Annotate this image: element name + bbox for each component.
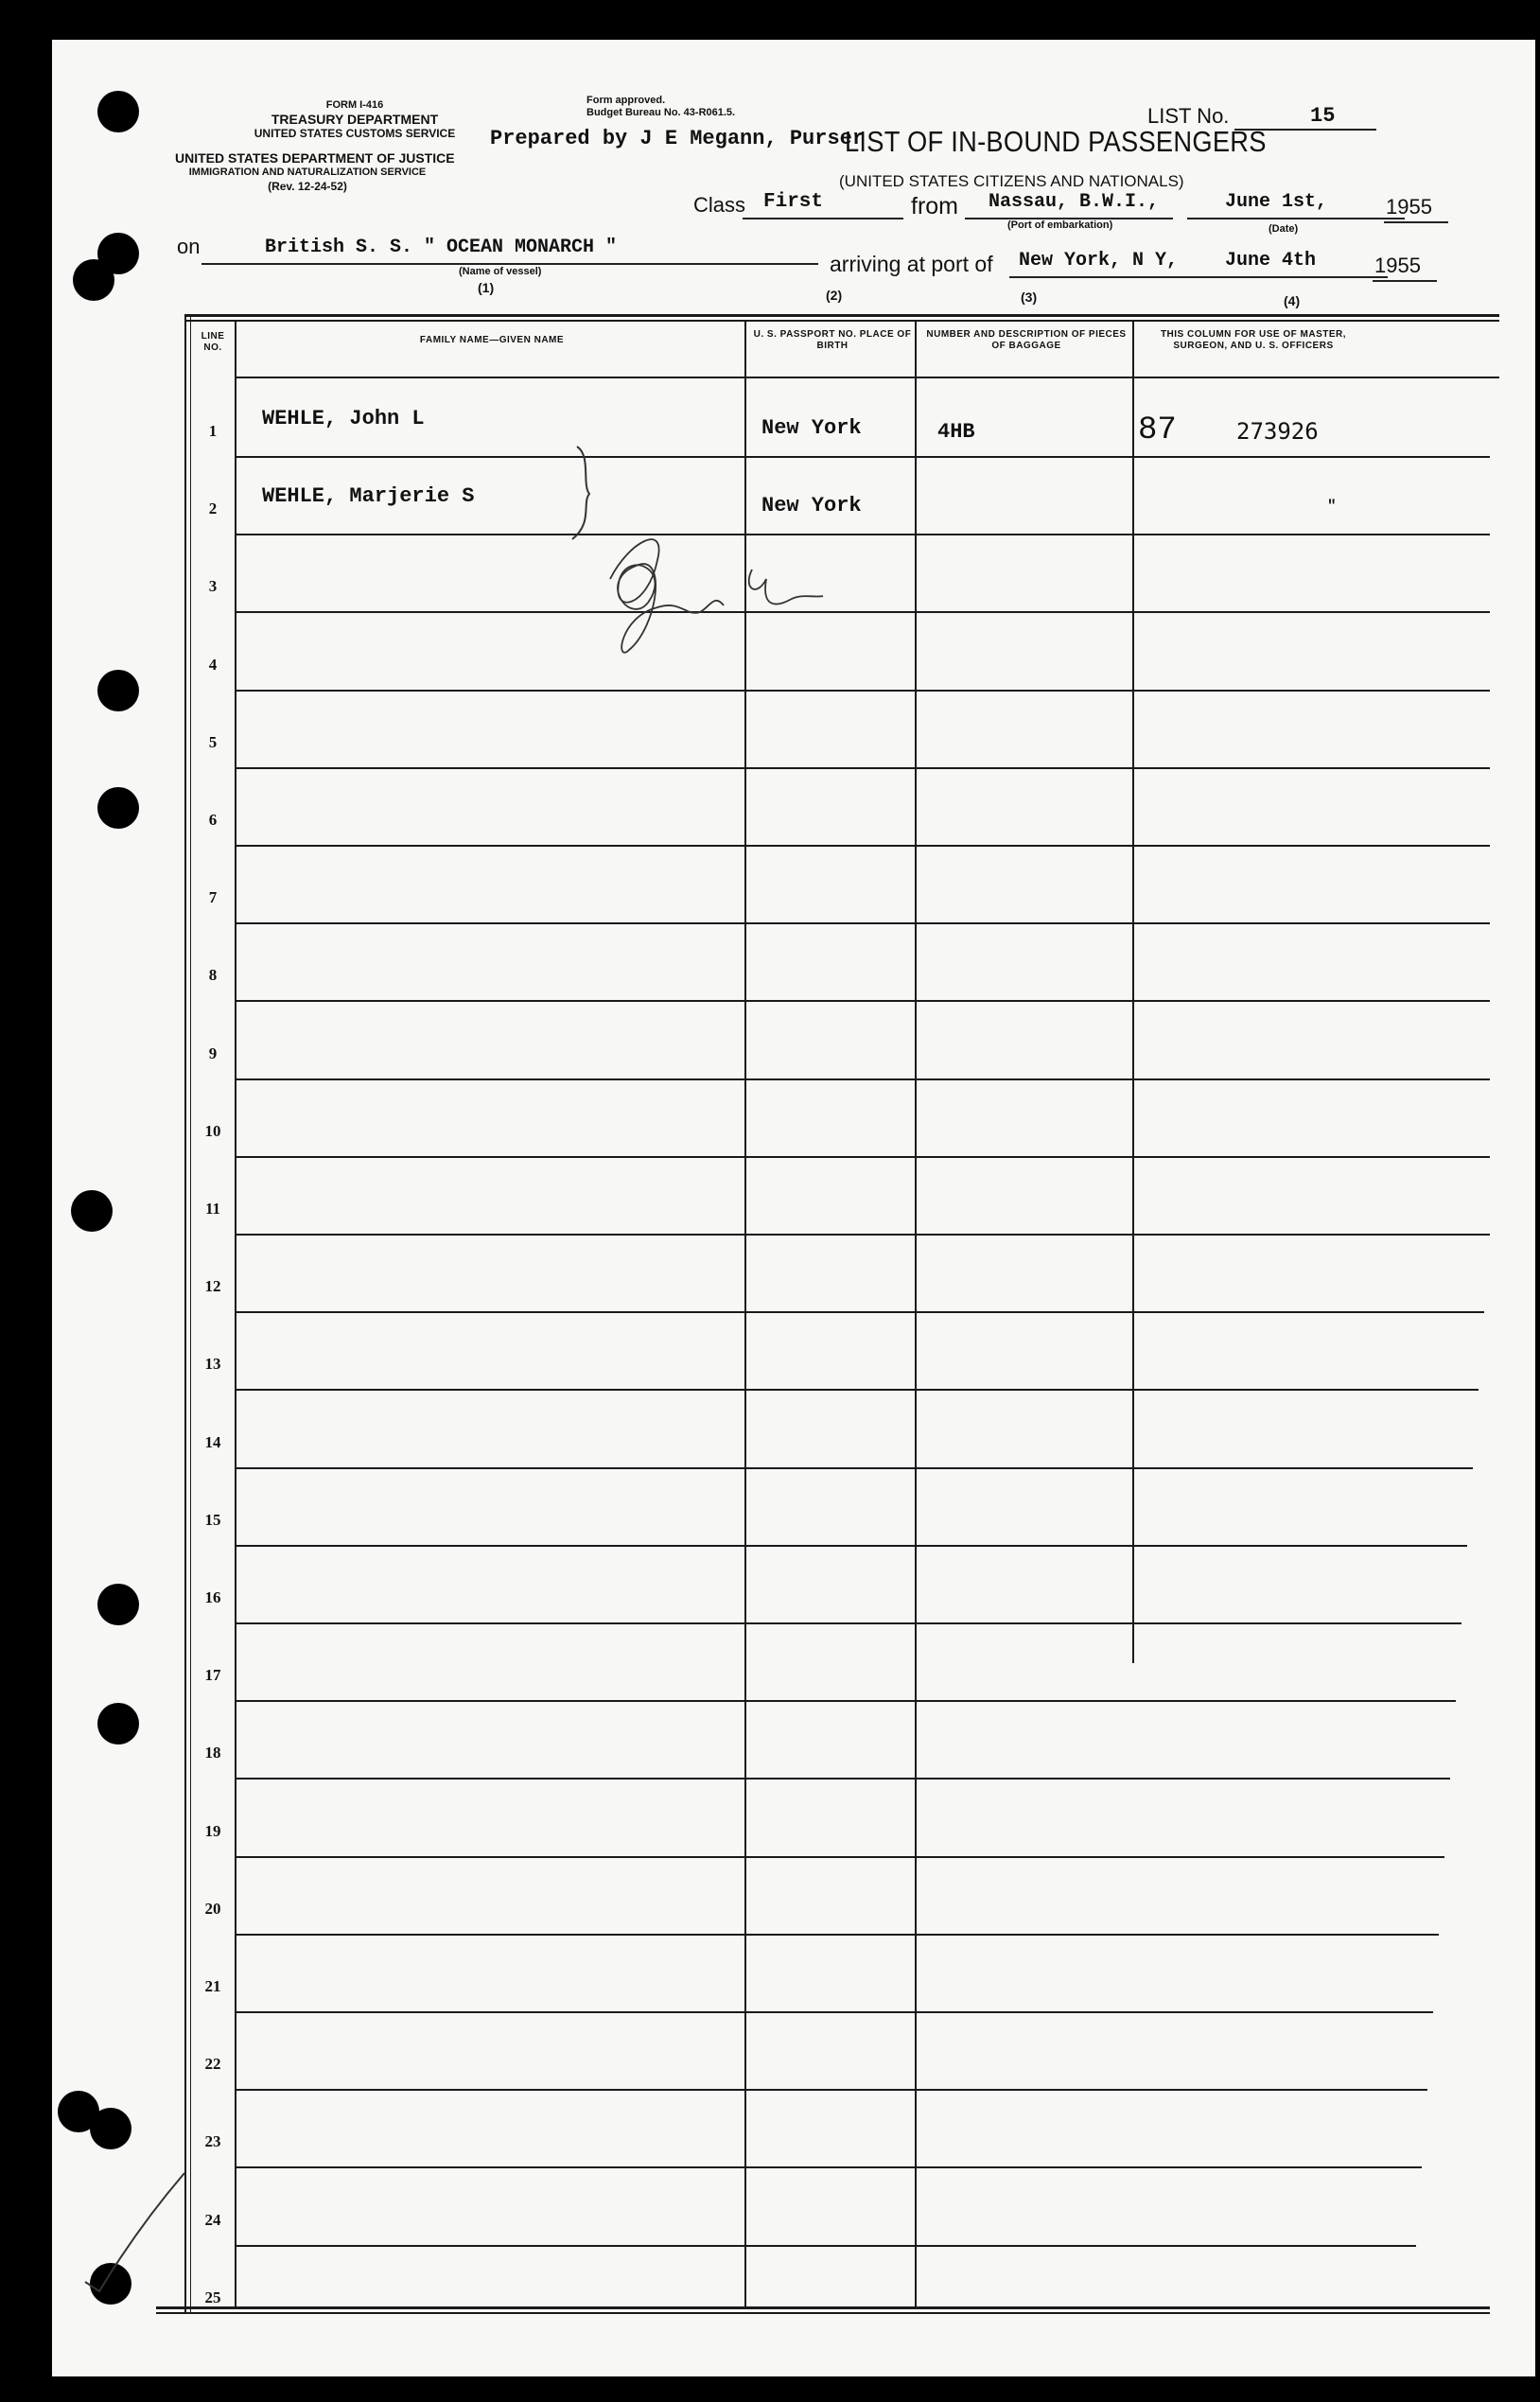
row-line (235, 1389, 1479, 1391)
line-number: 18 (204, 1744, 221, 1762)
table-left-border (184, 316, 186, 2312)
line-number: 22 (204, 2055, 221, 2074)
class-value: First (763, 191, 824, 213)
header-line-no: LINE NO. (201, 331, 225, 353)
row-line (235, 1856, 1444, 1858)
list-no-label: LIST No. (1147, 104, 1230, 128)
row-2-birth: New York (761, 494, 862, 517)
line-number: 17 (204, 1666, 221, 1685)
line-number: 12 (204, 1277, 221, 1296)
header-rule (235, 377, 1499, 378)
row-line (235, 2166, 1422, 2168)
line-number: 6 (208, 811, 218, 829)
arriving-label: arriving at port of (830, 252, 993, 276)
embark-year: 1955 (1386, 195, 1432, 219)
line-number: 25 (204, 2288, 221, 2306)
line-number: 20 (204, 1899, 221, 1918)
handwritten-signature (506, 437, 922, 702)
punch-hole (90, 2108, 131, 2149)
header-name: FAMILY NAME—GIVEN NAME (419, 335, 565, 345)
class-line (743, 218, 903, 219)
row-line (235, 1778, 1450, 1780)
treasury-label: TREASURY DEPARTMENT (271, 112, 439, 127)
header-baggage: NUMBER AND DESCRIPTION OF PIECES OF BAGGAGE (926, 329, 1127, 351)
row-line (235, 1622, 1461, 1624)
row-line (235, 1934, 1439, 1936)
on-label: on (177, 235, 201, 258)
line-number: 3 (208, 577, 218, 596)
form-block (241, 98, 468, 141)
line-number: 14 (204, 1432, 221, 1451)
table-bottom-rule (156, 2306, 1490, 2309)
row-1-officer: 273926 (1236, 418, 1319, 445)
line-number: 13 (204, 1355, 221, 1374)
line-number: 10 (204, 1121, 221, 1140)
check-mark (80, 2168, 194, 2301)
line-number: 9 (208, 1043, 218, 1062)
punch-hole (97, 1703, 139, 1745)
punch-hole (97, 91, 139, 132)
header-officers: THIS COLUMN FOR USE OF MASTER, SURGEON, AND U. S. OFFICERS (1160, 329, 1347, 351)
col-num-2: (2) (826, 288, 843, 303)
col-num-1: (1) (478, 280, 495, 295)
row-line (235, 922, 1490, 924)
punch-hole (97, 1584, 139, 1625)
line-number: 11 (204, 1200, 221, 1218)
vessel-line (201, 263, 818, 265)
punch-hole (97, 787, 139, 829)
row-line (235, 1467, 1473, 1469)
approval-block (586, 95, 735, 119)
row-1-baggage: 4HB (937, 420, 975, 444)
table-top-rule (184, 320, 1499, 322)
table-top-rule (184, 314, 1499, 317)
customs-label: UNITED STATES CUSTOMS SERVICE (254, 127, 456, 140)
arrival-date: June 4th (1225, 250, 1317, 272)
embark-date: June 1st, (1225, 191, 1328, 213)
row-2-name: WEHLE, Marjerie S (262, 484, 475, 508)
page-title: LIST OF IN-BOUND PASSENGERS (845, 125, 1267, 158)
row-line (235, 2245, 1416, 2247)
arrival-year-line (1373, 280, 1437, 282)
vessel-caption: (Name of vessel) (459, 266, 542, 277)
row-line (235, 1234, 1490, 1236)
line-number: 24 (204, 2210, 221, 2229)
page-subtitle: (UNITED STATES CITIZENS AND NATIONALS) (839, 172, 1184, 190)
line-number: 7 (208, 888, 218, 907)
col-num-4: (4) (1284, 293, 1301, 308)
immigration-label: IMMIGRATION AND NATURALIZATION SERVICE (188, 167, 427, 178)
row-line (235, 1156, 1490, 1158)
arrival-year: 1955 (1374, 254, 1421, 277)
budget-bureau: Budget Bureau No. 43-R061.5. (586, 107, 736, 118)
rev-label: (Rev. 12-24-52) (268, 180, 347, 193)
row-line (235, 767, 1490, 769)
arrival-port: New York, N Y, (1019, 250, 1179, 272)
row-line (235, 1700, 1456, 1702)
year-line (1384, 221, 1448, 223)
punch-hole (73, 259, 114, 301)
prepared-by: Prepared by J E Megann, Purser (490, 127, 866, 150)
line-number: 5 (208, 732, 218, 751)
line-number: 2 (208, 500, 218, 518)
form-number: FORM I-416 (325, 99, 384, 111)
row-line (235, 1078, 1490, 1080)
baggage-divider (1132, 320, 1134, 1663)
row-line (235, 1311, 1484, 1313)
vessel-name: British S. S. " OCEAN MONARCH " (265, 237, 618, 258)
row-line (235, 1545, 1467, 1547)
row-line (235, 2089, 1427, 2091)
line-number: 21 (204, 1977, 221, 1995)
date-caption: (Date) (1269, 223, 1299, 235)
table-left-border (190, 316, 191, 2312)
port-embarkation: Nassau, B.W.I., (989, 191, 1160, 213)
list-no-value: 15 (1310, 104, 1336, 128)
col-num-3: (3) (1021, 289, 1038, 305)
line-number: 16 (204, 1588, 221, 1606)
line-number: 8 (208, 966, 218, 985)
punch-hole (71, 1190, 113, 1232)
row-1-name: WEHLE, John L (262, 407, 425, 430)
row-line (235, 845, 1490, 847)
date-line (1187, 218, 1405, 219)
line-number: 19 (204, 1821, 221, 1840)
row-1-mark: 87 (1138, 412, 1177, 448)
row-line (235, 1000, 1490, 1002)
row-1-birth: New York (761, 416, 862, 440)
row-line (235, 2011, 1433, 2013)
list-no-line (1234, 129, 1376, 131)
line-number: 4 (208, 655, 218, 674)
line-number: 1 (208, 422, 218, 440)
punch-hole (97, 670, 139, 711)
line-number: 23 (204, 2132, 221, 2151)
line-number: 15 (204, 1510, 221, 1529)
class-label: Class (693, 193, 746, 217)
justice-label: UNITED STATES DEPARTMENT OF JUSTICE (175, 150, 455, 166)
document-page (52, 40, 1535, 2376)
form-approved: Form approved. (586, 95, 666, 106)
justice-block (175, 150, 455, 194)
from-label: from (911, 193, 958, 219)
arrival-line (1009, 276, 1388, 278)
header-passport: U. S. PASSPORT NO. PLACE OF BIRTH (753, 329, 912, 351)
table-bottom-rule (156, 2312, 1490, 2314)
row-2-officer: " (1327, 498, 1337, 515)
port-caption: (Port of embarkation) (1007, 219, 1113, 231)
